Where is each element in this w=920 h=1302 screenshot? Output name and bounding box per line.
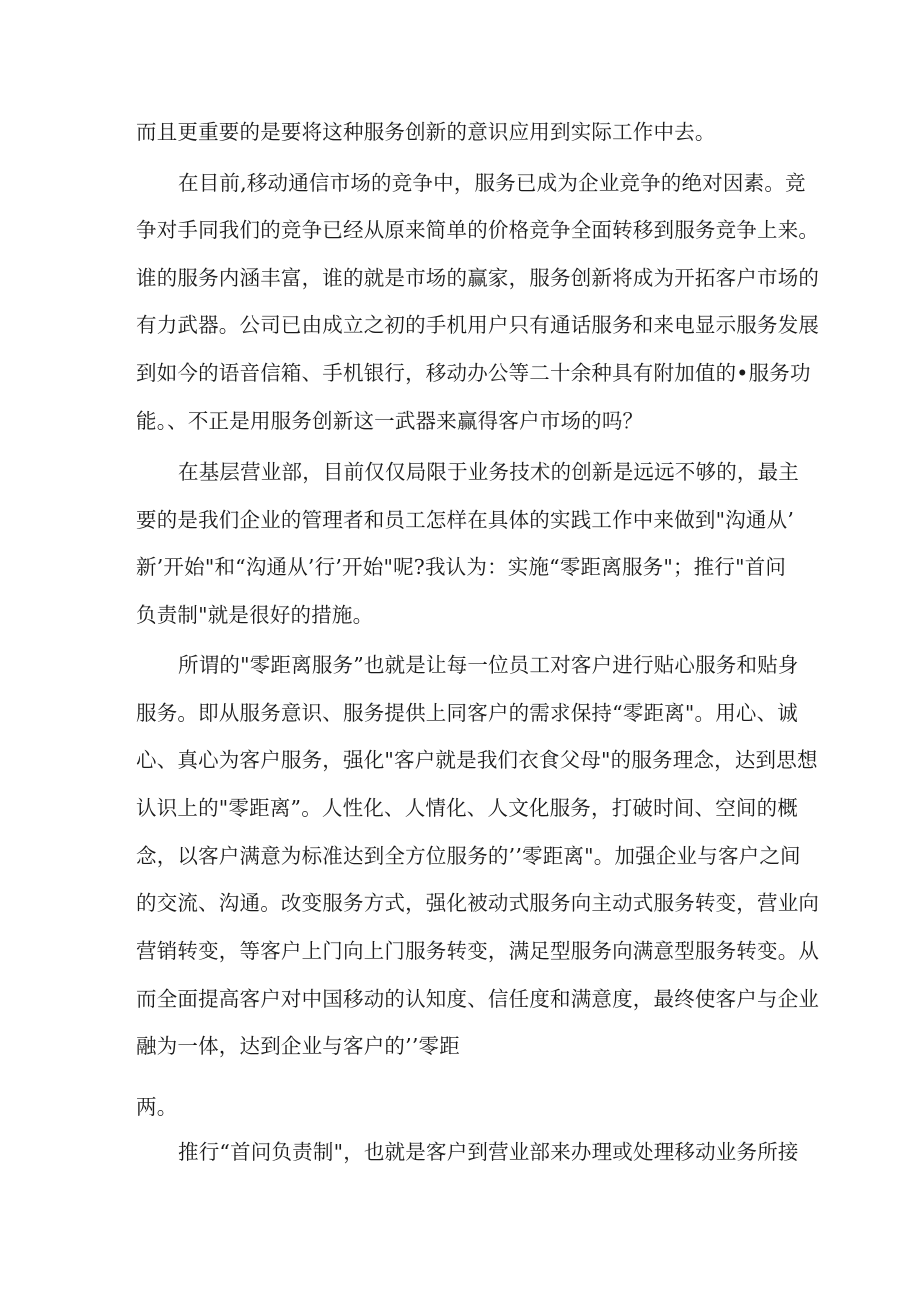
text-line-19: 而全面提高客户对中国移动的认知度、信任度和满意度，最终使客户与企业 [136,987,820,1011]
text-line-9: 要的是我们企业的管理者和员工怎样在具体的实践工作中来做到"沟通从’ [136,508,795,532]
text-line-4: 谁的服务内涵丰富，谁的就是市场的赢家，服务创新将成为开拓客户市场的 [136,266,820,290]
text-line-5: 有力武器。公司已由成立之初的手机用户只有通话服务和来电显示服务发展 [136,313,820,337]
text-line-22: 推行“首问负责制"，也就是客户到营业部来办理或处理移动业务所接 [178,1140,799,1164]
text-line-13: 服务。即从服务意识、服务提供上同客户的需求保持“零距离"。用心、诚 [136,701,799,725]
text-line-3: 争对手同我们的竞争已经从原来简单的价格竞争全面转移到服务竞争上来。 [136,218,820,242]
text-line-10: 新’开始"和“沟通从’行’开始"呢?我认为：实施“零距离服务"；推行"首问 [136,555,787,579]
text-line-17: 的交流、沟通。改变服务方式，强化被动式服务向主动式服务转变，营业向 [136,891,820,915]
text-line-8: 在基层营业部，目前仅仅局限于业务技术的创新是远远不够的，最主 [178,460,799,484]
text-line-6: 到如今的语音信箱、手机银行，移动办公等二十余种具有附加值的•服务功 [136,361,811,385]
text-line-11: 负责制"就是很好的措施。 [136,603,374,627]
text-line-7: 能。、不正是用服务创新这一武器来赢得客户市场的吗？ [136,409,644,433]
text-line-14: 心、真心为客户服务，强化"客户就是我们衣食父母"的服务理念，达到思想 [136,748,818,772]
text-line-12: 所谓的"零距离服务”也就是让每一位员工对客户进行贴心服务和贴身 [178,653,799,677]
text-line-18: 营销转变，等客户上门向上门服务转变，满足型服务向满意型服务转变。从 [136,939,820,963]
text-line-15: 认识上的"零距离”。人性化、人情化、人文化服务，打破时间、空间的概 [136,796,799,820]
text-line-20: 融为一体，达到企业与客户的’’零距 [136,1034,460,1058]
text-line-2: 在目前,移动通信市场的竞争中，服务已成为企业竞争的绝对因素。竞 [178,171,806,195]
text-line-16: 念，以客户满意为标准达到全方位服务的’’零距离"。加强企业与客户之间 [136,844,801,868]
text-line-1: 而且更重要的是要将这种服务创新的意识应用到实际工作中去。 [136,120,716,144]
text-line-21: 两。 [136,1095,178,1119]
